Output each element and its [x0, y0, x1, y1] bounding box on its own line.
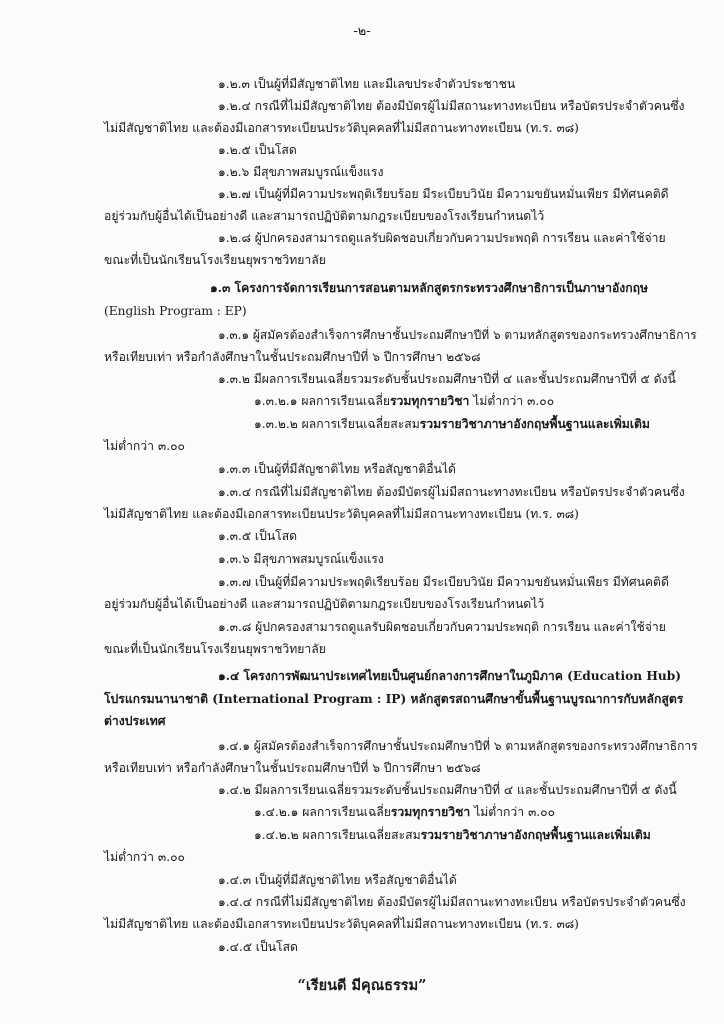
text-segment: ๑.๔.๒.๑ ผลการเรียนเฉลี่ย	[254, 805, 391, 819]
page-footer-motto: “เรียนดี มีคุณธรรม”	[297, 977, 427, 994]
text-segment: อยู่ร่วมกับผู้อื่นได้เป็นอย่างดี และสามารถปฏิบัติตามกฎระเบียบของโรงเรียนกำหนดไว้	[104, 209, 545, 223]
text-line	[218, 461, 456, 477]
text-line	[218, 574, 669, 590]
text-line	[218, 894, 686, 910]
text-segment: ๑.๓.๒.๑ ผลการเรียนเฉลี่ย	[254, 394, 390, 408]
text-line	[254, 804, 555, 820]
text-segment: ๑.๒.๓ เป็นผู้ที่มีสัญชาติไทย และมีเลขประจำตัวประชาชน	[218, 77, 516, 91]
text-line	[254, 416, 650, 432]
text-segment: อยู่ร่วมกับผู้อื่นได้เป็นอย่างดี และสามารถปฏิบัติตามกฎระเบียบของโรงเรียนกำหนดไว้	[104, 597, 545, 611]
text-line	[218, 164, 383, 180]
text-segment: ๑.๒.๔ กรณีที่ไม่มีสัญชาติไทย ต้องมีบัตรผู้ไม่มีสถานะทางทะเบียน หรือบัตรประจำตัวคนซึ่ง	[218, 99, 685, 113]
text-line	[104, 252, 326, 268]
bold-text-segment: รวมทุกรายวิชา	[389, 394, 470, 408]
text-line	[218, 142, 297, 158]
text-segment: ๑.๔.๓ เป็นผู้ที่มีสัญชาติไทย หรือสัญชาติอื่นได้	[218, 873, 457, 887]
text-segment: ๑.๓.๒.๒ ผลการเรียนเฉลี่ยสะสม	[254, 417, 420, 431]
text-line	[218, 939, 298, 955]
text-line	[104, 208, 544, 224]
text-line	[210, 280, 648, 296]
text-line	[104, 916, 579, 932]
text-segment: ๑.๒.๕ เป็นโสด	[218, 143, 297, 157]
text-segment: ไม่มีสัญชาติไทย และต้องมีเอกสารทะเบียนประวัติบุคคลที่ไม่มีสถานะทางทะเบียน (ท.ร. ๓๘)	[104, 507, 579, 521]
text-line	[218, 551, 384, 567]
text-line	[218, 327, 697, 343]
text-line	[104, 349, 481, 365]
text-line	[218, 484, 685, 500]
text-segment: ๑.๓.๑ ผู้สมัครต้องสำเร็จการศึกษาชั้นประถมศึกษาปีที่ ๖ ตามหลักสูตรของกระทรวงศึกษาธิการ	[218, 328, 697, 342]
text-line	[218, 371, 676, 387]
text-line	[218, 668, 681, 684]
text-segment: ไม่มีสัญชาติไทย และต้องมีเอกสารทะเบียนประวัติบุคคลที่ไม่มีสถานะทางทะเบียน (ท.ร. ๓๘)	[104, 121, 579, 135]
text-line	[104, 713, 165, 729]
text-segment: ๑.๒.๗ เป็นผู้ที่มีความประพฤติเรียบร้อย มีระเบียบวินัย มีความขยันหมั่นเพียร มีทัศนคติดี	[218, 187, 669, 201]
text-line	[104, 760, 481, 776]
text-segment: ๑.๓.๖ มีสุขภาพสมบูรณ์แข็งแรง	[218, 552, 384, 566]
text-segment: ไม่ต่ำกว่า ๓.๐๐	[469, 394, 555, 408]
text-line	[104, 849, 185, 865]
text-segment: ๑.๓.๘ ผู้ปกครองสามารถดูแลรับผิดชอบเกี่ยวกับความประพฤติ การเรียน และค่าใช้จ่าย	[218, 620, 666, 634]
bold-text-segment: รวมทุกรายวิชา	[390, 805, 471, 819]
text-segment: ๑.๓.๒ มีผลการเรียนเฉลี่ยรวมระดับชั้นประถมศึกษาปีที่ ๔ และชั้นประถมศึกษาปีที่ ๕ ดังนี้	[218, 372, 676, 386]
bold-text-segment: โปรแกรมนานาชาติ (International Program : IP) หลักสูตรสถานศึกษาขั้นพื้นฐานบูรณาการกับหลักสูตร	[104, 692, 684, 706]
page-number: -๒-	[353, 24, 371, 39]
text-line	[218, 98, 684, 114]
bold-text-segment: ๑.๓ โครงการจัดการเรียนการสอนตามหลักสูตรกระทรวงศึกษาธิการเป็นภาษาอังกฤษ	[210, 281, 649, 295]
text-segment: ๑.๔.๔ กรณีที่ไม่มีสัญชาติไทย ต้องมีบัตรผู้ไม่มีสถานะทางทะเบียน หรือบัตรประจำตัวคนซึ่ง	[218, 895, 686, 909]
text-line	[218, 782, 677, 798]
text-segment: ไม่ต่ำกว่า ๓.๐๐	[104, 439, 185, 453]
text-line	[104, 303, 247, 319]
text-line	[104, 596, 544, 612]
text-line	[254, 393, 554, 409]
text-line	[218, 528, 297, 544]
text-segment: ขณะที่เป็นนักเรียนโรงเรียนยุพราชวิทยาลัย	[104, 253, 326, 267]
text-line	[218, 230, 666, 246]
text-segment: ๑.๒.๖ มีสุขภาพสมบูรณ์แข็งแรง	[218, 165, 384, 179]
text-segment: ไม่มีสัญชาติไทย และต้องมีเอกสารทะเบียนประวัติบุคคลที่ไม่มีสถานะทางทะเบียน (ท.ร. ๓๘)	[104, 917, 579, 931]
text-line	[218, 76, 515, 92]
bold-text-segment: ๑.๔ โครงการพัฒนาประเทศไทยเป็นศูนย์กลางการศึกษาในภูมิภาค (Education Hub)	[218, 669, 682, 683]
text-segment: ๑.๓.๕ เป็นโสด	[218, 529, 298, 543]
text-segment: ไม่ต่ำกว่า ๓.๐๐	[104, 850, 185, 864]
text-line	[218, 738, 698, 754]
bold-text-segment: รวมรายวิชาภาษาอังกฤษพื้นฐานและเพิ่มเติม	[420, 828, 651, 842]
bold-text-segment: ต่างประเทศ	[104, 714, 166, 728]
text-segment: ๑.๓.๓ เป็นผู้ที่มีสัญชาติไทย หรือสัญชาติอื่นได้	[218, 462, 456, 476]
text-line	[218, 619, 666, 635]
text-line	[104, 641, 326, 657]
text-line	[218, 872, 457, 888]
text-segment: ๑.๓.๔ กรณีที่ไม่มีสัญชาติไทย ต้องมีบัตรผู้ไม่มีสถานะทางทะเบียน หรือบัตรประจำตัวคนซึ่ง	[218, 485, 685, 499]
text-line	[104, 691, 683, 707]
text-segment: ๑.๔.๑ ผู้สมัครต้องสำเร็จการศึกษาชั้นประถมศึกษาปีที่ ๖ ตามหลักสูตรของกระทรวงศึกษาธิการ	[218, 739, 698, 753]
text-segment: ๑.๔.๒.๒ ผลการเรียนเฉลี่ยสะสม	[254, 828, 421, 842]
text-segment: (English Program : EP)	[104, 304, 247, 318]
text-line	[104, 120, 579, 136]
text-line	[218, 186, 669, 202]
text-segment: หรือเทียบเท่า หรือกำลังศึกษาในชั้นประถมศึกษาปีที่ ๖ ปีการศึกษา ๒๕๖๘	[104, 350, 481, 364]
text-segment: ๑.๒.๘ ผู้ปกครองสามารถดูแลรับผิดชอบเกี่ยวกับความประพฤติ การเรียน และค่าใช้จ่าย	[218, 231, 666, 245]
text-line	[254, 827, 651, 843]
text-segment: หรือเทียบเท่า หรือกำลังศึกษาในชั้นประถมศึกษาปีที่ ๖ ปีการศึกษา ๒๕๖๘	[104, 761, 481, 775]
text-line	[104, 438, 185, 454]
text-segment: ๑.๔.๕ เป็นโสด	[218, 940, 298, 954]
text-segment: ๑.๓.๗ เป็นผู้ที่มีความประพฤติเรียบร้อย มีระเบียบวินัย มีความขยันหมั่นเพียร มีทัศนคติดี	[218, 575, 669, 589]
text-line	[104, 506, 579, 522]
text-segment: ไม่ต่ำกว่า ๓.๐๐	[470, 805, 556, 819]
text-segment: ขณะที่เป็นนักเรียนโรงเรียนยุพราชวิทยาลัย	[104, 642, 326, 656]
bold-text-segment: รวมรายวิชาภาษาอังกฤษพื้นฐานและเพิ่มเติม	[419, 417, 650, 431]
text-segment: ๑.๔.๒ มีผลการเรียนเฉลี่ยรวมระดับชั้นประถมศึกษาปีที่ ๔ และชั้นประถมศึกษาปีที่ ๕ ดังนี้	[218, 783, 677, 797]
